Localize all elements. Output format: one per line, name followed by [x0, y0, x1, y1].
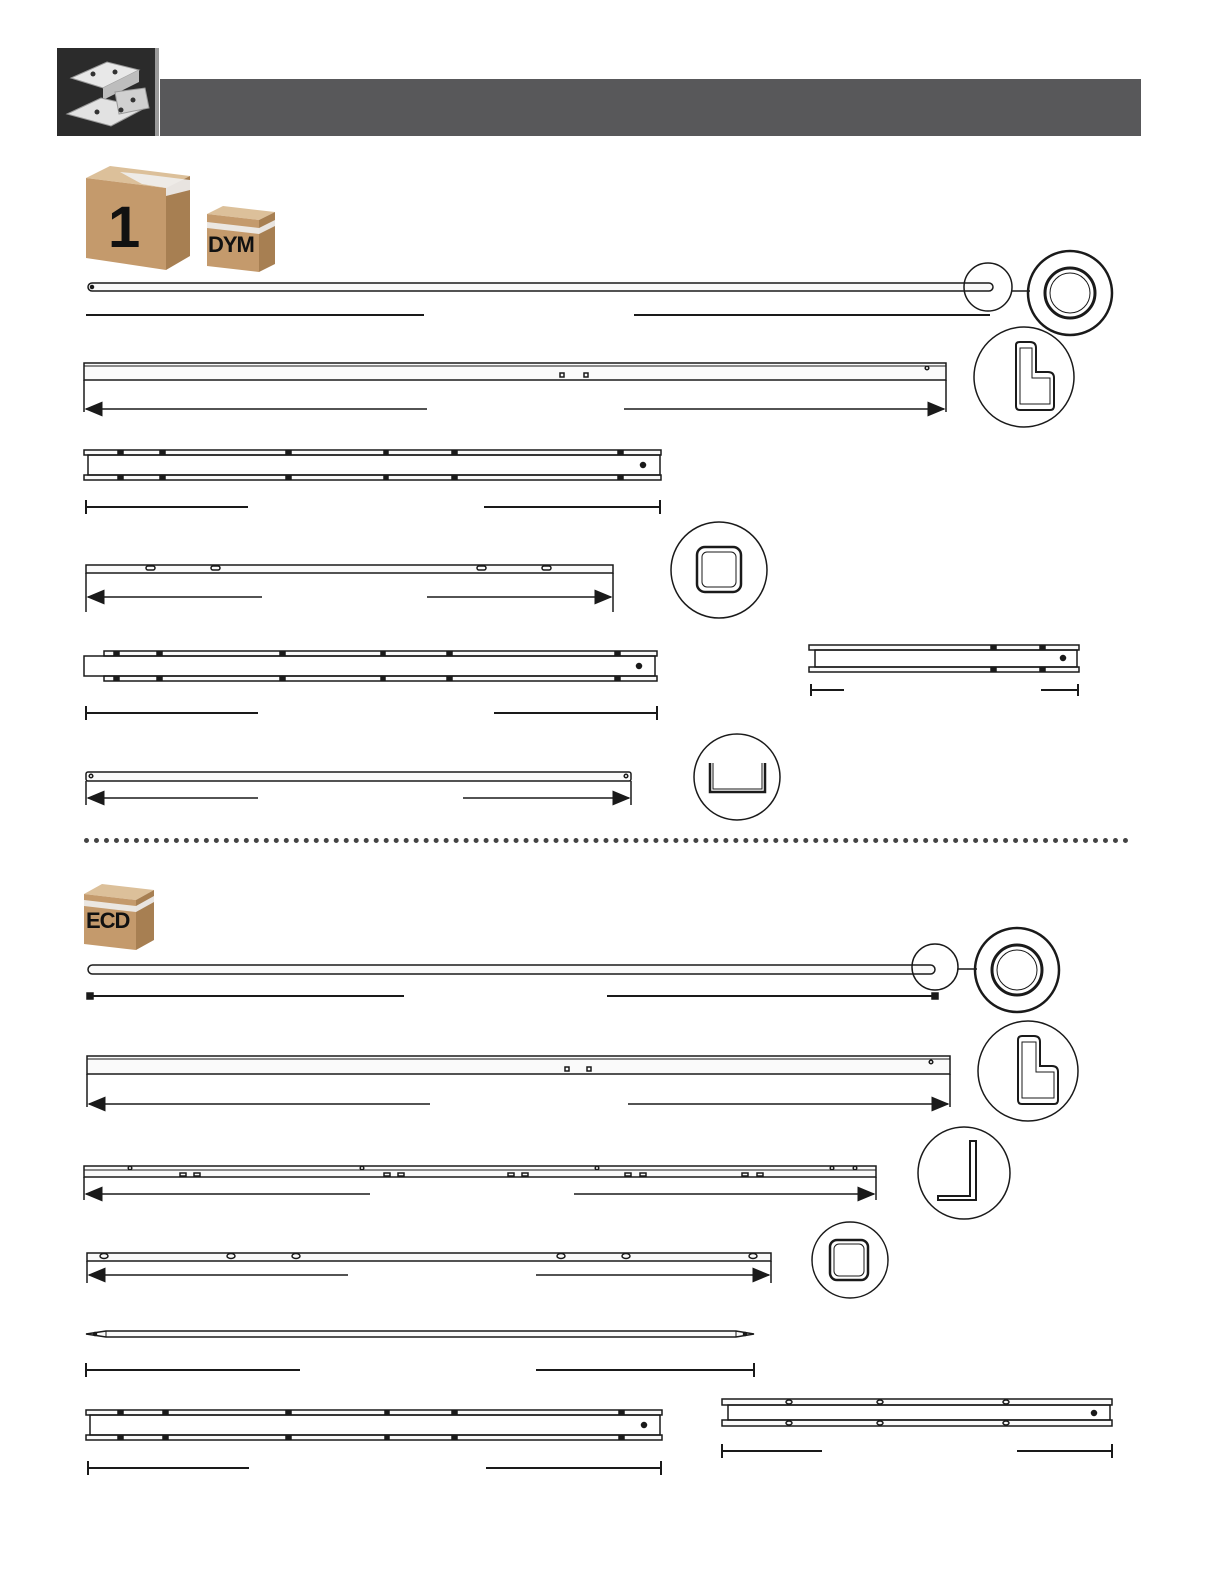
round-tube-part [87, 928, 1059, 1012]
channel-rail-part [87, 1021, 1078, 1121]
angle-part [84, 1127, 1010, 1219]
square-tube-part [86, 522, 767, 618]
carton-code-label: DYM [208, 232, 254, 257]
carton-number-label: 1 [108, 195, 140, 260]
carton-code-label: ECD [86, 908, 130, 933]
beam-short-part [809, 645, 1079, 696]
round-tube-part [86, 251, 1112, 335]
flat-bar-part [86, 1331, 754, 1377]
beam-short-part [722, 1399, 1112, 1458]
beam-part [86, 1410, 662, 1475]
section-divider [84, 838, 1129, 843]
square-tube-part [87, 1222, 888, 1298]
u-channel-part [86, 734, 780, 820]
beam-part [84, 450, 661, 514]
beam-long-part [84, 651, 657, 720]
channel-rail-part [84, 327, 1074, 427]
